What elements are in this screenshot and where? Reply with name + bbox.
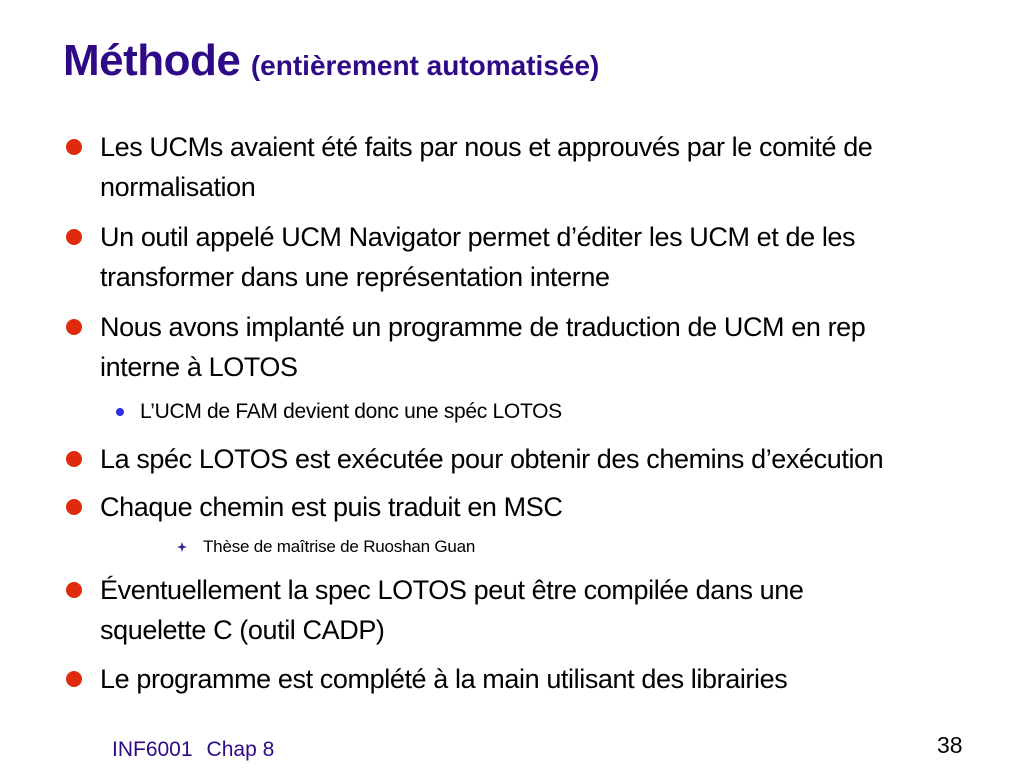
slide-footer xyxy=(112,738,274,762)
bullet-text: squelette C (outil CADP) xyxy=(100,615,385,645)
red-dot-icon xyxy=(66,582,82,598)
red-dot-icon xyxy=(66,139,82,155)
bullet-text: La spéc LOTOS est exécutée pour obtenir des chemins d’exécution xyxy=(100,444,884,474)
bullet-text: Un outil appelé UCM Navigator permet d’éditer les UCM et de les xyxy=(100,222,856,252)
title-subtitle: (entièrement automatisée) xyxy=(250,50,600,81)
sub-sub-bullet-text: Thèse de maîtrise de Ruoshan Guan xyxy=(203,537,476,556)
red-dot-icon xyxy=(66,499,82,515)
title-main: Méthode xyxy=(63,36,241,85)
bullet-text: normalisation xyxy=(100,172,256,202)
slide-title xyxy=(63,36,599,86)
red-dot-icon xyxy=(66,319,82,335)
footer-course: INF6001 xyxy=(112,738,193,761)
bullet-text: Le programme est complété à la main utilisant des librairies xyxy=(100,664,788,694)
red-dot-icon xyxy=(66,451,82,467)
bullet-text: transformer dans une représentation interne xyxy=(100,262,610,292)
bullet-text: Les UCMs avaient été faits par nous et approuvés par le comité de xyxy=(100,132,873,162)
bullet-text: Éventuellement la spec LOTOS peut être compilée dans une xyxy=(100,575,804,605)
bullet-text: Nous avons implanté un programme de traduction de UCM en rep xyxy=(100,312,866,342)
page-number: 38 xyxy=(937,732,963,758)
footer-chapter: Chap 8 xyxy=(206,738,275,761)
diamond-icon xyxy=(177,542,187,552)
blue-dot-icon xyxy=(116,408,124,416)
sub-bullet-text: L’UCM de FAM devient donc une spéc LOTOS xyxy=(140,400,562,423)
red-dot-icon xyxy=(66,671,82,687)
red-dot-icon xyxy=(66,229,82,245)
bullet-text: Chaque chemin est puis traduit en MSC xyxy=(100,492,563,522)
bullet-text: interne à LOTOS xyxy=(100,352,298,382)
